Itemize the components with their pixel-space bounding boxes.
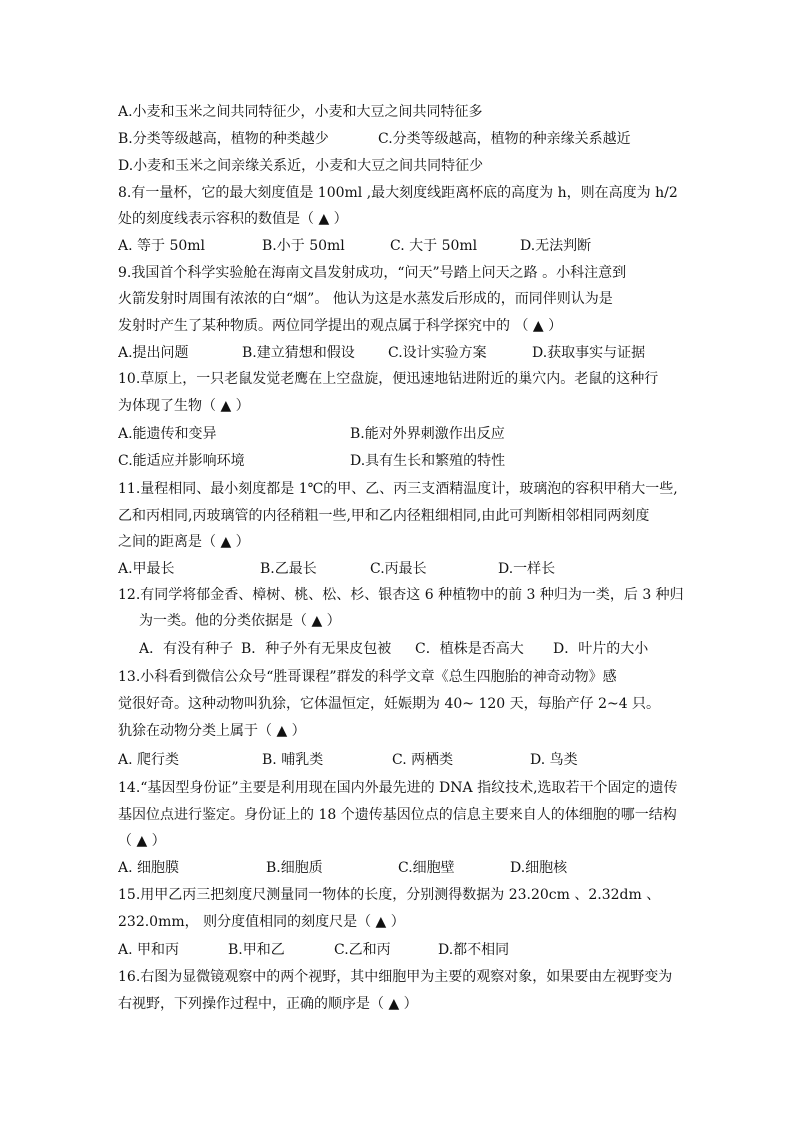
q9-option-c: C.设计实验方案 (388, 345, 487, 361)
q11-option-c: C.丙最长 (370, 561, 427, 577)
q14-option-a: A. 细胞膜 (118, 860, 180, 876)
q13-stem-line-3: 犰狳在动物分类上属于（ ▲ ） (118, 723, 306, 739)
q9-stem-line-1: 9.我国首个科学实验舱在海南文昌发射成功，“问天”号踏上问天之路 。小科注意到 (118, 265, 627, 281)
q10-options-ab (118, 423, 694, 445)
q9-option-d: D.获取事实与证据 (532, 345, 646, 361)
q10-option-c: C.能适应并影响环境 (118, 453, 245, 469)
q12-stem-line-1: 12.有同学将郁金香、樟树、桃、松、杉、银杏这 6 种植物中的前 3 种归为一类，后 3 种归 (118, 587, 684, 603)
q8-stem-line-2: 处的刻度线表示容积的数值是（ ▲ ） (118, 211, 348, 227)
q10-option-d: D.具有生长和繁殖的特性 (350, 453, 506, 469)
q14-stem-line-1: 14.“基因型身份证”主要是利用现在国内外最先进的 DNA 指纹技术,选取若干个固定的遗传 (118, 780, 678, 796)
q11-options (118, 558, 694, 580)
q13-options (118, 749, 694, 771)
q8-option-b: B.小于 50ml (262, 238, 345, 254)
q8-option-d: D.无法判断 (520, 238, 592, 254)
q13-option-b: B. 哺乳类 (262, 752, 324, 768)
q9-options (118, 342, 694, 364)
q10-option-b: B.能对外界刺激作出反应 (350, 426, 505, 442)
q12-options (139, 638, 694, 660)
q8-option-a: A. 等于 50ml (118, 238, 206, 254)
q15-option-b: B.甲和乙 (228, 942, 285, 958)
q10-options-cd (118, 450, 694, 472)
q15-stem-line-2: 232.0mm， 则分度值相同的刻度尺是（ ▲ ） (118, 914, 405, 930)
q14-option-d: D.细胞核 (510, 860, 568, 876)
q14-stem-line-2: 基因位点进行鉴定。身份证上的 18 个遗传基因位点的信息主要来自人的体细胞的哪一结构 (118, 807, 677, 823)
q11-stem-line-1: 11.量程相同、最小刻度都是 1℃的甲、乙、丙三支酒精温度计，玻璃泡的容积甲稍大一些, (118, 481, 678, 497)
q15-option-d: D.都不相同 (438, 942, 510, 958)
q10-stem-line-2: 为体现了生物（ ▲ ） (118, 398, 250, 414)
q12-option-b: B．种子外有无果皮包被 (241, 641, 392, 657)
q7-option-b: B.分类等级越高，植物的种类越少 (118, 131, 329, 147)
q13-option-c: C. 两栖类 (392, 752, 454, 768)
q11-option-a: A.甲最长 (118, 561, 175, 577)
q7-option-c: C.分类等级越高，植物的种亲缘关系越近 (378, 131, 631, 147)
q7-option-a: A.小麦和玉米之间共同特征少，小麦和大豆之间共同特征多 (118, 104, 483, 120)
q8-option-c: C. 大于 50ml (390, 238, 478, 254)
q11-option-b: B.乙最长 (260, 561, 317, 577)
q15-options (118, 939, 694, 961)
q7-option-d: D.小麦和玉米之间亲缘关系近，小麦和大豆之间共同特征少 (118, 158, 484, 174)
q14-stem-line-3: （ ▲ ） (118, 833, 166, 849)
q9-stem-line-2: 火箭发射时周围有浓浓的白“烟”。 他认为这是水蒸发后形成的，而同伴则认为是 (118, 291, 613, 307)
q14-option-c: C.细胞壁 (398, 860, 455, 876)
q15-option-a: A. 甲和丙 (118, 942, 180, 958)
q9-option-a: A.提出问题 (118, 345, 189, 361)
q9-stem-line-3: 发射时产生了某种物质。两位同学提出的观点属于科学探究中的 （ ▲ ） (118, 318, 563, 334)
q11-option-d: D.一样长 (498, 561, 556, 577)
q12-option-c: C．植株是否高大 (415, 641, 524, 657)
q9-option-b: B.建立猜想和假设 (242, 345, 355, 361)
q10-option-a: A.能遗传和变异 (118, 426, 217, 442)
q11-stem-line-3: 之间的距离是（ ▲ ） (118, 534, 250, 550)
q14-option-b: B.细胞质 (266, 860, 323, 876)
q8-stem-line-1: 8.有一量杯，它的最大刻度值是 100ml ,最大刻度线距离杯底的高度为 h，则在高度为 h/2 (118, 185, 678, 201)
q13-stem-line-2: 觉很好奇。这种动物叫犰狳，它体温恒定，妊娠期为 40~ 120 天，每胎产仔 2~4 只。 (118, 696, 661, 712)
q12-option-d: D．叶片的大小 (553, 641, 649, 657)
q15-stem-line-1: 15.用甲乙丙三把刻度尺测量同一物体的长度，分别测得数据为 23.20cm 、2.32dm 、 (118, 887, 661, 903)
q10-stem-line-1: 10.草原上，一只老鼠发觉老鹰在上空盘旋，便迅速地钻进附近的巢穴内。老鼠的这种行 (118, 371, 659, 387)
q13-option-a: A. 爬行类 (118, 752, 180, 768)
q16-stem-line-1: 16.右图为显微镜观察中的两个视野，其中细胞甲为主要的观察对象，如果要由左视野变为 (118, 969, 673, 985)
q16-stem-line-2: 右视野，下列操作过程中，正确的顺序是（ ▲ ） (118, 996, 418, 1012)
q13-stem-line-1: 13.小科看到微信公众号“胜哥课程”群发的科学文章《总生四胞胎的神奇动物》感 (118, 669, 617, 685)
q14-options (118, 857, 694, 879)
q11-stem-line-2: 乙和丙相同,丙玻璃管的内径稍粗一些,甲和乙内径粗细相同,由此可判断相邻相同两刻度 (118, 508, 650, 524)
q8-options (118, 235, 694, 257)
q12-stem-line-2: 为一类。他的分类依据是（ ▲ ） (139, 613, 341, 629)
q13-option-d: D. 鸟类 (530, 752, 578, 768)
q12-option-a: A．有没有种子 (139, 641, 234, 657)
q7-options-bc (118, 128, 694, 150)
q15-option-c: C.乙和丙 (334, 942, 391, 958)
